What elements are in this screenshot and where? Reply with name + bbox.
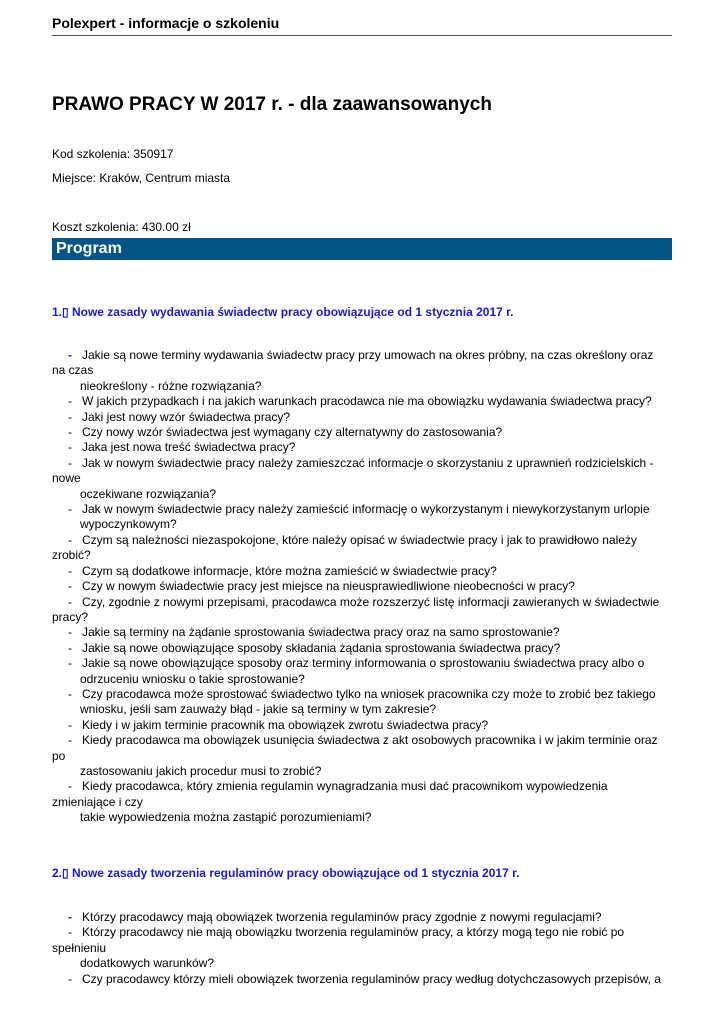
list-item-wrap: na czas — [52, 363, 94, 378]
bullet-dash: - — [68, 686, 72, 701]
list-item-text: Jakie są nowe obowiązujące sposoby składania żądania sprostowania świadectwa pracy? — [82, 640, 561, 655]
list-item — [52, 440, 677, 455]
program-label: Program — [56, 240, 122, 257]
document-header: Polexpert - informacje o szkoleniu — [52, 14, 672, 36]
list-item — [52, 579, 677, 594]
list-item-text: Czy w nowym świadectwie pracy jest miejsce na nieusprawiedliwione nieobecności w pracy? — [82, 579, 575, 594]
section-title: 1.▯ Nowe zasady wydawania świadectw pracy obowiązujące od 1 stycznia 2017 r. — [52, 305, 514, 319]
list-item-text: Jak w nowym świadectwie pracy należy zamieszczać informacje o skorzystaniu z uprawnień rodzicielskich - — [82, 455, 654, 470]
list-item-text: Którzy pracodawcy nie mają obowiązku tworzenia regulaminów pracy, a którzy mogą tego nie robić po — [82, 925, 625, 940]
program-header-bar — [52, 238, 672, 260]
training-title: PRAWO PRACY W 2017 r. - dla zaawansowanych — [52, 94, 492, 115]
list-item-text: Kiedy pracodawca, który zmienia regulamin wynagradzania musi dać pracownikom wypowiedzenia — [82, 779, 608, 794]
list-item-continuation: nieokreślony - różne rozwiązania? — [80, 378, 262, 393]
list-item — [52, 733, 677, 779]
bullet-dash: - — [68, 971, 72, 986]
list-item-text: Kiedy i w jakim terminie pracownik ma obowiązek zwrotu świadectwa pracy? — [82, 717, 489, 732]
list-item-text: Jaki jest nowy wzór świadectwa pracy? — [82, 409, 291, 424]
bullet-dash: - — [68, 394, 72, 409]
list-item-text: Czym są należności niezaspokojone, które należy opisać w świadectwie pracy i jak to prawidłowo należy — [82, 532, 637, 547]
bullet-dash: - — [68, 425, 72, 440]
bullet-dash: - — [68, 348, 72, 362]
list-item-continuation: zastosowaniu jakich procedur musi to zrobić? — [80, 763, 322, 778]
list-item-wrap: spełnieniu — [52, 940, 107, 955]
list-item — [52, 394, 677, 409]
list-item — [52, 779, 677, 825]
list-item-continuation: takie wypowiedzenia można zastąpić porozumieniami? — [80, 810, 372, 825]
list-item — [52, 972, 677, 987]
list-item-text: Którzy pracodawcy mają obowiązek tworzenia regulaminów pracy zgodnie z nowymi regulacjami? — [82, 910, 602, 924]
training-cost: Koszt szkolenia: 430.00 zł — [52, 220, 191, 234]
list-item — [52, 425, 677, 440]
bullet-dash: - — [68, 625, 72, 640]
bullet-dash: - — [68, 532, 72, 547]
list-item — [52, 595, 677, 626]
list-item — [52, 687, 677, 718]
bullet-dash: - — [68, 656, 72, 671]
bullet-dash: - — [68, 640, 72, 655]
training-place: Miejsce: Kraków, Centrum miasta — [52, 171, 231, 185]
list-item-text: Kiedy pracodawca ma obowiązek usunięcia świadectwa z akt osobowych pracownika i w jakim terminie oraz — [82, 733, 658, 748]
bullet-dash: - — [68, 733, 72, 748]
list-item-text: Czy, zgodnie z nowymi przepisami, pracodawca może rozszerzyć listę informacji zawieranych w świadectwie — [82, 594, 660, 609]
list-item-continuation: oczekiwane rozwiązania? — [80, 486, 217, 501]
bullet-dash: - — [68, 502, 72, 517]
list-item — [52, 502, 677, 533]
bullet-dash: - — [68, 717, 72, 732]
list-item — [52, 348, 677, 394]
bullet-dash: - — [68, 455, 72, 470]
list-item-text: Czy nowy wzór świadectwa jest wymagany czy alternatywny do zastosowania? — [82, 425, 503, 440]
section-title: 2.▯ Nowe zasady tworzenia regulaminów pracy obowiązujące od 1 stycznia 2017 r. — [52, 866, 520, 880]
list-item-wrap: pracy? — [52, 609, 89, 624]
list-item — [52, 625, 677, 640]
list-item — [52, 564, 677, 579]
list-item — [52, 656, 677, 687]
list-item-continuation: odrzuceniu wniosku o takie sprostowanie? — [80, 671, 305, 686]
list-item-wrap: nowe — [52, 471, 81, 486]
section-items-list — [52, 910, 677, 987]
list-item-text: Jakie są nowe obowiązujące sposoby oraz terminy informowania o sprostowaniu świadectwa pracy albo o — [82, 656, 645, 671]
list-item-continuation: wypoczynkowym? — [80, 517, 177, 532]
bullet-dash: - — [68, 440, 72, 455]
list-item-wrap: zrobić? — [52, 548, 91, 563]
bullet-dash: - — [68, 910, 72, 924]
list-item-text: Jak w nowym świadectwie pracy należy zamieścić informację o wykorzystanym i niewykorzystanym urlopie — [82, 502, 650, 517]
list-item-text: Czy pracodawca może sprostować świadectwo tylko na wniosek pracownika czy może to zrobić bez takiego — [82, 686, 656, 701]
bullet-dash: - — [68, 925, 72, 940]
list-item-text: Jaka jest nowa treść świadectwa pracy? — [82, 440, 296, 455]
list-item-text: Jakie są nowe terminy wydawania świadectw pracy przy umowach na okres próbny, na czas określony oraz — [82, 348, 654, 362]
training-code: Kod szkolenia: 350917 — [52, 147, 174, 161]
list-item — [52, 641, 677, 656]
list-item-text: Jakie są terminy na żądanie sprostowania świadectwa pracy oraz na samo sprostowanie? — [82, 625, 560, 640]
list-item — [52, 533, 677, 564]
list-item-continuation: dodatkowych warunków? — [80, 956, 215, 971]
bullet-dash: - — [68, 409, 72, 424]
list-item-text: Czy pracodawcy którzy mieli obowiązek tworzenia regulaminów pracy według dotychczasowych przepisów, a — [82, 971, 661, 986]
list-item — [52, 925, 677, 971]
list-item-text: Czym są dodatkowe informacje, które można zamieścić w świadectwie pracy? — [82, 563, 497, 578]
bullet-dash: - — [68, 779, 72, 794]
list-item — [52, 456, 677, 502]
section-items-list — [52, 348, 677, 826]
list-item-text: W jakich przypadkach i na jakich warunkach pracodawca nie ma obowiązku wydawania świadectwa pracy? — [82, 394, 652, 409]
list-item-wrap: po — [52, 748, 66, 763]
list-item — [52, 910, 677, 925]
list-item — [52, 718, 677, 733]
bullet-dash: - — [68, 594, 72, 609]
list-item-continuation: wniosku, jeśli sam zauważy błąd - jakie są terminy w tym zakresie? — [80, 702, 437, 717]
list-item — [52, 410, 677, 425]
bullet-dash: - — [68, 563, 72, 578]
list-item-wrap: zmieniające i czy — [52, 794, 143, 809]
bullet-dash: - — [68, 579, 72, 594]
